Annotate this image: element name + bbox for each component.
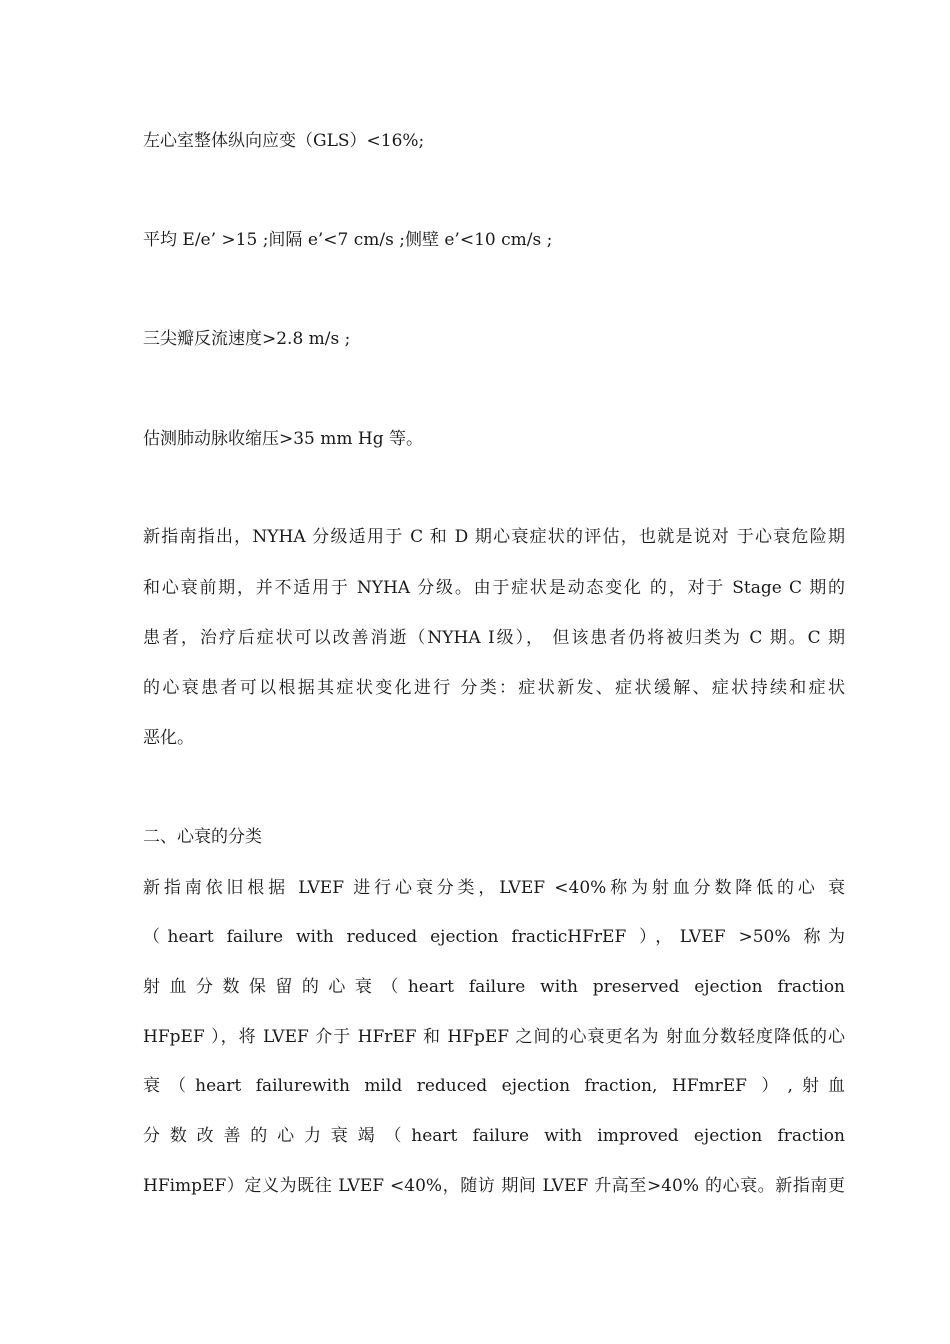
nyha-paragraph-line-4: 的心衰患者可以根据其症状变化进行 分类：症状新发、症状缓解、症状持续和症状 <box>143 678 845 698</box>
classification-line-5: 衰（heart failurewith mild reduced ejection fraction, HFmrEF ）,射血 <box>143 1076 845 1096</box>
classification-line-1: 新指南依旧根据 LVEF 进行心衰分类，LVEF <40%称为射血分数降低的心 衰 <box>143 878 845 898</box>
classification-line-7: HFimpEF）定义为既往 LVEF <40%，随访 期间 LVEF 升高至>40% 的心衰。新指南更 <box>143 1176 845 1196</box>
criterion-tr-velocity: 三尖瓣反流速度>2.8 m/s ; <box>143 329 351 349</box>
criterion-e-e-ratio: 平均 E/e’ >15 ;间隔 e’<7 cm/s ;侧壁 e’<10 cm/s ; <box>143 230 553 250</box>
classification-line-3: 射血分数保留的心衰（heart failure with preserved ejection fraction <box>143 977 845 997</box>
nyha-paragraph-line-3: 患者，治疗后症状可以改善消逝（NYHA Ⅰ级）， 但该患者仍将被归类为 C 期。C 期 <box>143 628 845 648</box>
nyha-paragraph-line-5: 恶化。 <box>143 728 194 748</box>
nyha-paragraph-line-1: 新指南指出，NYHA 分级适用于 C 和 D 期心衰症状的评估，也就是说对 于心衰危险期 <box>143 527 845 547</box>
classification-line-6: 分数改善的心力衰竭（heart failure with improved ejection fraction <box>143 1126 845 1146</box>
nyha-paragraph-line-2: 和心衰前期，并不适用于 NYHA 分级。由于症状是动态变化 的，对于 Stage C 期的 <box>143 578 845 598</box>
criterion-gls: 左心室整体纵向应变（GLS）<16%; <box>143 131 425 151</box>
section-heading: 二、心衰的分类 <box>143 827 262 847</box>
classification-line-4: HFpEF ），将 LVEF 介于 HFrEF 和 HFpEF 之间的心衰更名为 射血分数轻度降低的心 <box>143 1027 845 1047</box>
criterion-pasp: 估测肺动脉收缩压>35 mm Hg 等。 <box>143 429 424 449</box>
classification-line-2: （heart failure with reduced ejection fracticHFrEF ），LVEF >50% 称为 <box>143 927 845 947</box>
